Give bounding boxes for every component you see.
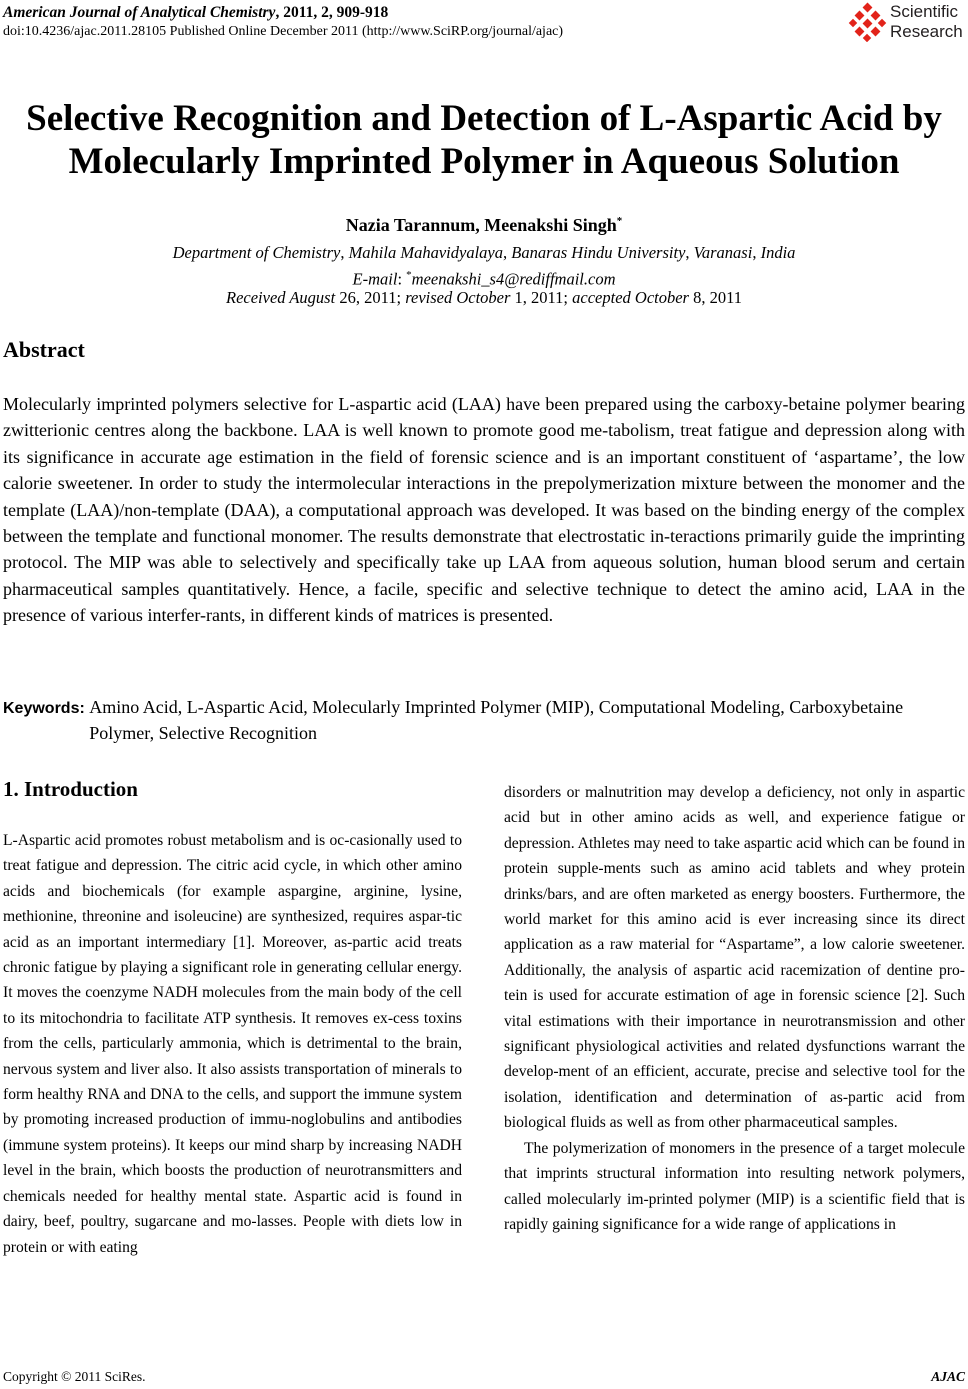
copyright-footer: Copyright © 2011 SciRes. [3,1369,146,1384]
journal-name: American Journal of Analytical Chemistry [3,4,276,21]
intro-paragraph-2: The polymerization of monomers in the presence of a target molecule that imprints structural information into resulting network polymers, called molecularly im-printed polymer (MIP) is a scientific field that is rapidly gaining significance for a wide range of applications in [504,1139,965,1233]
doi-line: doi:10.4236/ajac.2011.28105 Published Online December 2011 (http://www.SciRP.org/journal/ajac) [3,24,564,39]
keywords-label: Keywords: [3,700,85,717]
abstract-text: Molecularly imprinted polymers selective for L-aspartic acid (LAA) have been prepared using the carboxy-betaine polymer bearing zwitterionic centres along the backbone. LAA is well known to promote good me-tabolism, treat fatigue and depression along with its significance in accurate age estimation in the field of forensic science and is an important constituent of ‘aspartame’, the low calorie sweetener. In order to study the intermolecular interactions in the prepolymerization mixture between the monomer and the template (LAA)/non-template (DAA), a computational approach was developed. It was based on the binding energy of the complex between the template and functional monomer. The results demonstrate that electrostatic in-teractions primarily guide the imprinting protocol. The MIP was able to selectively and specifically take up LAA from aqueous solution, human blood serum and certain pharmaceutical samples quantitatively. Hence, a facile, specific and selective technique to detect the amino acid, LAA in the presence of various interfer-rants, in different kinds of matrices is presented. [3,394,965,626]
journal-abbreviation: AJAC [931,1369,965,1384]
scientific-research-logo-icon [848,2,888,42]
intro-paragraph-1: L-Aspartic acid promotes robust metabolism and is oc-casionally used to treat fatigue and depression. The citric acid cycle, in which other amino acids and biochemicals (for example aspargine, arginine, lysine, methionine, threonine and isoleucine) are synthesized, requires aspar-tic acid as an important intermediary [1]. Moreover, as-partic acid treats chronic fatigue by playing a significant role in generating cellular energy. It moves the coenzyme NADH molecules from the main body of the cell to its mitochondria to facilitate ATP synthesis. It removes ex-cess toxins from the cells, particularly ammonia, which is detrimental to the brain, nervous system and liver also. It also assists transportation of minerals to form healthy RNA and DNA to the cells, and support the immune system by promoting increased production of immu-noglobulins and antibodies (immune system proteins). It keeps our mind sharp by increasing NADH level in the brain, which boosts the production of neurotransmitters and chemicals needed for healthy mental state. Aspartic acid is found in dairy, beef, poultry, sugarcane and mo-lasses. People with diets low in protein or with eating [3,832,462,1256]
keywords [3,694,965,746]
publisher-logo-text: Scientific Research [890,2,963,41]
journal-citation [3,3,388,22]
paper-title-line-2: Molecularly Imprinted Polymer in Aqueous Solution [68,141,900,182]
intro-left-column [3,828,462,1260]
section-heading-introduction: 1. Introduction [3,777,138,801]
paper-title-line-1: Selective Recognition and Detection of L-Aspartic Acid by [26,98,942,139]
publication-dates: Received August 26, 2011; revised October 1, 2011; accepted October 8, 2011 [226,288,742,307]
publisher-logo [848,2,968,44]
abstract-heading: Abstract [3,337,85,362]
affiliation: Department of Chemistry, Mahila Mahavidyalaya, Banaras Hindu University, Varanasi, India [172,243,796,262]
intro-paragraph-1-continued: disorders or malnutrition may develop a deficiency, not only in aspartic acid but in other amino acids as well, and experience fatigue or depression. Athletes may need to take aspartic acid which can be found in protein supple-ments such as amino acid tablets and whey protein drinks/bars, and are often marketed as energy boosters. Furthermore, the world market for this amino acid is ever increasing since its direct application as a raw material for “Aspartame”, a low calorie sweetener. Additionally, the analysis of aspartic acid racemization of dentine pro-tein is used for accurate estimation of age in forensic science [2]. Such vital estimations with their importance in neurotransmission and other significant physiological activities and related dysfunctions warrant the develop-ment of an efficient, accurate, precise and selective tool for the isolation, identification and determination of as-partic acid from biological fluids as well as from other pharmaceutical samples. [504,784,965,1132]
intro-right-column [504,780,965,1237]
keywords-text: Amino Acid, L-Aspartic Acid, Molecularly Imprinted Polymer (MIP), Computational Modeling, Carboxybetaine Polymer, Selective Recognition [89,697,904,743]
author-list: Nazia Tarannum, Meenakshi Singh* [345,215,623,235]
journal-issue: , 2011, 2, 909-918 [275,4,389,21]
author-email: E-mail: *meenakshi_s4@rediffmail.com [352,269,616,289]
